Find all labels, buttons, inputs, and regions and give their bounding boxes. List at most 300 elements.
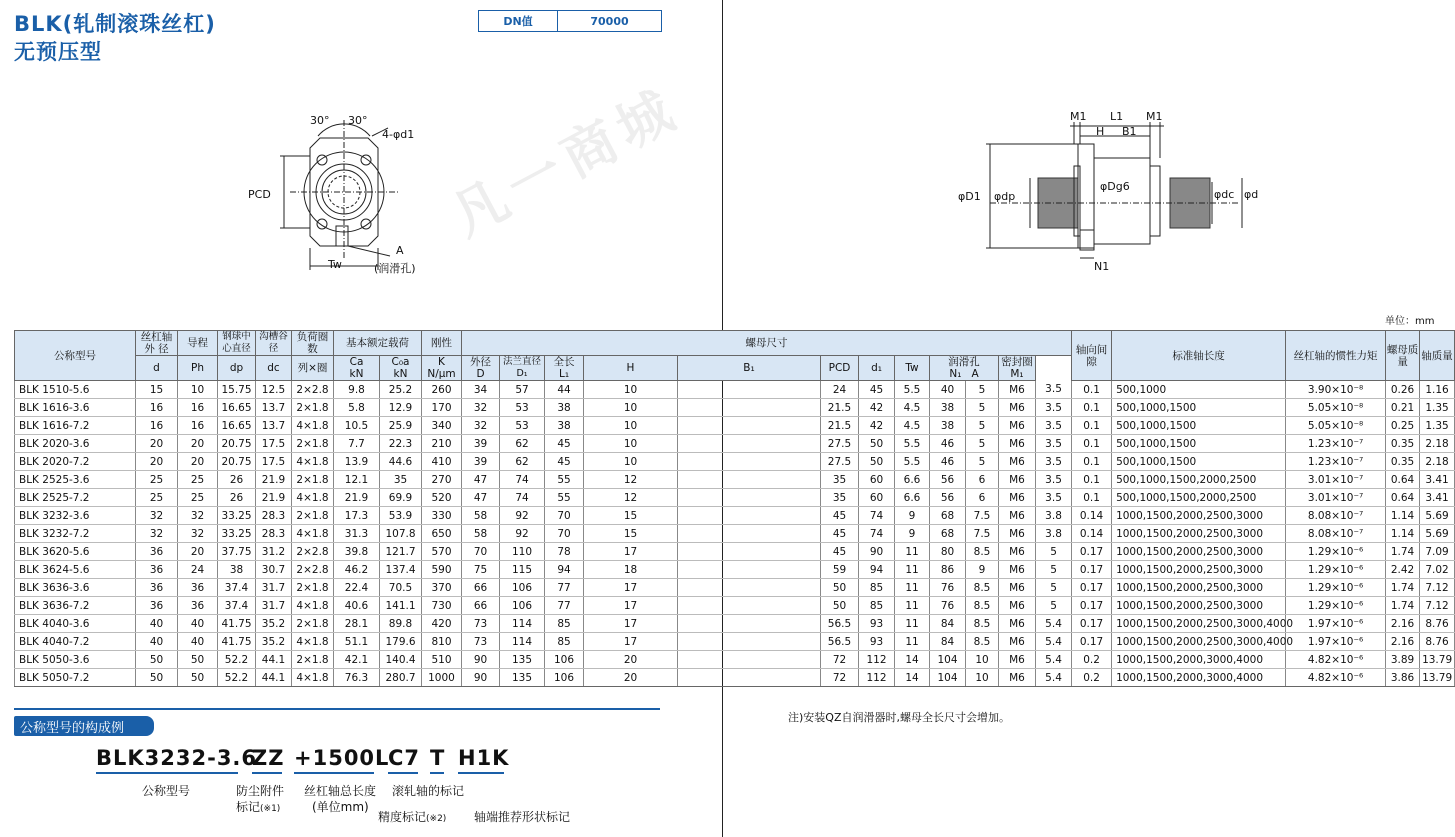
cell-PCD: 85 xyxy=(859,579,895,597)
table-row xyxy=(15,435,1455,453)
th-od-label: 外径 xyxy=(470,356,491,368)
th-model: 公称型号 xyxy=(15,331,136,381)
cell-circ: 2×2.8 xyxy=(292,381,334,399)
caption-c7-text: 精度标记 xyxy=(378,810,427,824)
cell-inertia: 5.05×10⁻⁸ xyxy=(1286,399,1386,417)
th-lead: 导程 xyxy=(178,331,218,356)
cell-ca: 31.3 xyxy=(334,525,380,543)
cell-len: 500,1000,1500,2000,2500 xyxy=(1112,471,1286,489)
cell-dc: 13.7 xyxy=(256,399,292,417)
cell-sm: 7.02 xyxy=(1420,561,1455,579)
table-row xyxy=(15,579,1455,597)
cell-D1: 92 xyxy=(500,525,545,543)
cell-ph: 32 xyxy=(178,525,218,543)
cell-N1: 5 xyxy=(966,453,999,471)
cell-dp: 26 xyxy=(218,471,256,489)
cell-k: 210 xyxy=(422,435,462,453)
cell-Tw: 46 xyxy=(930,435,966,453)
cell-ca: 17.3 xyxy=(334,507,380,525)
cell-ph: 20 xyxy=(178,453,218,471)
table-row xyxy=(15,381,1455,399)
cell-ph: 16 xyxy=(178,417,218,435)
cell-M1: 5.4 xyxy=(1036,615,1072,633)
cell-gap: 0.17 xyxy=(1072,543,1112,561)
cell-gap: 0.1 xyxy=(1072,453,1112,471)
cell-N1: 5 xyxy=(966,399,999,417)
cell-nm: 1.74 xyxy=(1386,543,1420,561)
cell-Tw: 86 xyxy=(930,561,966,579)
code-length: +1500L xyxy=(294,746,390,770)
cell-A: M6 xyxy=(999,651,1036,669)
cell-nm: 1.14 xyxy=(1386,525,1420,543)
cell-gap: 0.2 xyxy=(1072,669,1112,687)
cell-M1: 5.4 xyxy=(1036,669,1072,687)
cell-gap: 0.1 xyxy=(1072,399,1112,417)
cell-dc: 12.5 xyxy=(256,381,292,399)
cell-ca: 42.1 xyxy=(334,651,380,669)
th-circuit-sub: 列×圈 xyxy=(292,356,334,381)
cell-nm: 0.26 xyxy=(1386,381,1420,399)
cell-sm: 8.76 xyxy=(1420,633,1455,651)
th-d-sym: d xyxy=(136,356,178,381)
cell-inertia: 4.82×10⁻⁶ xyxy=(1286,669,1386,687)
cell-coa: 137.4 xyxy=(380,561,422,579)
cell-N1: 5 xyxy=(966,417,999,435)
cell-H: 10 xyxy=(584,435,678,453)
cell-D: 75 xyxy=(462,561,500,579)
cell-H: 20 xyxy=(584,651,678,669)
cell-Tw: 80 xyxy=(930,543,966,561)
cell-PCD: 42 xyxy=(859,399,895,417)
table-row xyxy=(15,561,1455,579)
cell-D1: 74 xyxy=(500,471,545,489)
table-row xyxy=(15,507,1455,525)
cell-B1: 72 xyxy=(821,669,859,687)
cell-inertia: 1.29×10⁻⁶ xyxy=(1286,561,1386,579)
cell-dp: 33.25 xyxy=(218,525,256,543)
cell-PCD: 60 xyxy=(859,471,895,489)
cell-gap: 0.17 xyxy=(1072,579,1112,597)
cell-D1: 57 xyxy=(500,381,545,399)
th-od-sym: D xyxy=(476,368,485,380)
cell-N1: 6 xyxy=(966,489,999,507)
cell-gap: 0.1 xyxy=(1072,381,1112,399)
cell-ca: 9.8 xyxy=(334,381,380,399)
cell-dp: 15.75 xyxy=(218,381,256,399)
cell-spacer xyxy=(678,561,821,579)
cell-inertia: 5.05×10⁻⁸ xyxy=(1286,417,1386,435)
cell-nm: 2.16 xyxy=(1386,615,1420,633)
cell-sm: 2.18 xyxy=(1420,435,1455,453)
cell-len: 500,1000,1500 xyxy=(1112,435,1286,453)
cell-nm: 0.64 xyxy=(1386,471,1420,489)
cell-Tw: 84 xyxy=(930,615,966,633)
cell-dc: 28.3 xyxy=(256,525,292,543)
dp-label: φdp xyxy=(994,190,1016,203)
th-flange-label: 法兰直径 xyxy=(502,356,541,367)
cell-H: 10 xyxy=(584,381,678,399)
n1-label: N1 xyxy=(1094,260,1110,273)
cell-d1: 11 xyxy=(895,561,930,579)
cell-inertia: 4.82×10⁻⁶ xyxy=(1286,651,1386,669)
angle-label-left: 30° xyxy=(310,114,330,127)
specs-table xyxy=(14,330,1455,687)
cell-Tw: 56 xyxy=(930,489,966,507)
nut-side-view-drawing xyxy=(950,108,1270,278)
cell-nm: 3.89 xyxy=(1386,651,1420,669)
cell-ca: 46.2 xyxy=(334,561,380,579)
th-k xyxy=(422,356,462,381)
table-row xyxy=(15,399,1455,417)
cell-D: 32 xyxy=(462,399,500,417)
cell-dp: 37.4 xyxy=(218,597,256,615)
cell-sm: 7.12 xyxy=(1420,579,1455,597)
watermark: 凡一商城 xyxy=(441,76,691,249)
cell-k: 260 xyxy=(422,381,462,399)
cell-dp: 37.4 xyxy=(218,579,256,597)
table-row xyxy=(15,471,1455,489)
cell-d: 36 xyxy=(136,561,178,579)
cell-dp: 20.75 xyxy=(218,453,256,471)
cell-coa: 140.4 xyxy=(380,651,422,669)
cell-d: 20 xyxy=(136,435,178,453)
caption-t: 滚轧轴的标记 xyxy=(392,784,465,798)
cell-Tw: 68 xyxy=(930,507,966,525)
underline-t xyxy=(430,772,444,774)
th-lube-label: 润滑孔 xyxy=(948,356,980,368)
cell-H: 15 xyxy=(584,525,678,543)
cell-model: BLK 1616-7.2 xyxy=(15,417,136,435)
cell-spacer xyxy=(678,669,821,687)
cell-A: M6 xyxy=(999,633,1036,651)
cell-model: BLK 2020-7.2 xyxy=(15,453,136,471)
underline-zz xyxy=(252,772,282,774)
cell-D1: 62 xyxy=(500,435,545,453)
cell-circ: 4×1.8 xyxy=(292,489,334,507)
cell-ca: 10.5 xyxy=(334,417,380,435)
l1-label: L1 xyxy=(1110,110,1124,123)
th-length-label: 全长 xyxy=(553,356,575,368)
cell-d1: 9 xyxy=(895,525,930,543)
cell-nm: 0.64 xyxy=(1386,489,1420,507)
cell-A: M6 xyxy=(999,435,1036,453)
d-label: φd xyxy=(1244,188,1259,201)
cell-B1: 50 xyxy=(821,597,859,615)
cell-Tw: 76 xyxy=(930,597,966,615)
cell-L1: 106 xyxy=(545,651,584,669)
cell-ca: 13.9 xyxy=(334,453,380,471)
cell-spacer xyxy=(678,471,821,489)
th-seal xyxy=(999,356,1036,381)
cell-d: 32 xyxy=(136,507,178,525)
cell-dc: 21.9 xyxy=(256,471,292,489)
th-m1: M₁ xyxy=(1010,368,1024,380)
cell-spacer xyxy=(678,417,821,435)
cell-d: 15 xyxy=(136,381,178,399)
cell-len: 1000,1500,2000,2500,3000 xyxy=(1112,561,1286,579)
cell-model: BLK 4040-3.6 xyxy=(15,615,136,633)
cell-D1: 106 xyxy=(500,597,545,615)
cell-B1: 24 xyxy=(821,381,859,399)
cell-H: 10 xyxy=(584,417,678,435)
cell-N1: 7.5 xyxy=(966,525,999,543)
caption-model: 公称型号 xyxy=(142,784,191,798)
caption-length-2: (单位mm) xyxy=(312,800,369,814)
cell-gap: 0.17 xyxy=(1072,633,1112,651)
cell-ca: 76.3 xyxy=(334,669,380,687)
cell-PCD: 60 xyxy=(859,489,895,507)
angle-label-right: 30° xyxy=(348,114,368,127)
cell-coa: 179.6 xyxy=(380,633,422,651)
cell-model: BLK 3232-3.6 xyxy=(15,507,136,525)
cell-inertia: 8.08×10⁻⁷ xyxy=(1286,507,1386,525)
m1-left-label: M1 xyxy=(1070,110,1087,123)
cell-D: 39 xyxy=(462,435,500,453)
cell-nm: 0.25 xyxy=(1386,417,1420,435)
cell-len: 1000,1500,2000,3000,4000 xyxy=(1112,651,1286,669)
cell-dc: 31.7 xyxy=(256,579,292,597)
cell-A: M6 xyxy=(999,543,1036,561)
cell-B1: 45 xyxy=(821,543,859,561)
cell-circ: 2×1.8 xyxy=(292,615,334,633)
cell-dc: 44.1 xyxy=(256,669,292,687)
cell-d1: 11 xyxy=(895,633,930,651)
cell-B1: 27.5 xyxy=(821,435,859,453)
th-dc-sym: dc xyxy=(256,356,292,381)
cell-ph: 32 xyxy=(178,507,218,525)
cell-PCD: 112 xyxy=(859,651,895,669)
cell-D: 47 xyxy=(462,471,500,489)
cell-gap: 0.14 xyxy=(1072,525,1112,543)
cell-dp: 37.75 xyxy=(218,543,256,561)
cell-coa: 35 xyxy=(380,471,422,489)
cell-coa: 53.9 xyxy=(380,507,422,525)
cell-spacer xyxy=(678,651,821,669)
cell-D1: 53 xyxy=(500,399,545,417)
cell-nm: 0.35 xyxy=(1386,435,1420,453)
cell-circ: 4×1.8 xyxy=(292,417,334,435)
th-flange xyxy=(500,356,545,381)
th-seal-label: 密封圈 xyxy=(1001,356,1033,368)
cell-k: 420 xyxy=(422,615,462,633)
cell-d: 40 xyxy=(136,615,178,633)
cell-Tw: 104 xyxy=(930,651,966,669)
cell-D: 58 xyxy=(462,525,500,543)
cell-len: 1000,1500,2000,2500,3000,4000 xyxy=(1112,615,1286,633)
cell-N1: 8.5 xyxy=(966,615,999,633)
cell-circ: 4×1.8 xyxy=(292,597,334,615)
cell-len: 1000,1500,2000,2500,3000 xyxy=(1112,579,1286,597)
cell-ph: 16 xyxy=(178,399,218,417)
cell-D: 73 xyxy=(462,633,500,651)
cell-N1: 5 xyxy=(966,435,999,453)
cell-PCD: 45 xyxy=(859,381,895,399)
cell-H: 20 xyxy=(584,669,678,687)
cell-N1: 8.5 xyxy=(966,543,999,561)
cell-D1: 92 xyxy=(500,507,545,525)
cell-d: 16 xyxy=(136,417,178,435)
cell-ca: 28.1 xyxy=(334,615,380,633)
dc-label: φdc xyxy=(1214,188,1235,201)
flange-front-view-drawing xyxy=(240,108,440,278)
cell-D: 90 xyxy=(462,669,500,687)
cell-model: BLK 4040-7.2 xyxy=(15,633,136,651)
th-ca-sym: Ca xyxy=(349,356,364,368)
cell-ca: 51.1 xyxy=(334,633,380,651)
cell-D: 34 xyxy=(462,381,500,399)
cell-sm: 8.76 xyxy=(1420,615,1455,633)
cell-PCD: 74 xyxy=(859,507,895,525)
code-h1k: H1K xyxy=(458,746,510,770)
cell-len: 500,1000,1500,2000,2500 xyxy=(1112,489,1286,507)
cell-d: 16 xyxy=(136,399,178,417)
table-row xyxy=(15,597,1455,615)
th-shaft-mass: 轴质量 xyxy=(1420,331,1455,381)
cell-B1: 72 xyxy=(821,651,859,669)
th-nut-dims: 螺母尺寸 xyxy=(462,331,1072,356)
dn-value-box xyxy=(478,10,662,32)
cell-M1: 3.5 xyxy=(1036,453,1072,471)
cell-nm: 1.14 xyxy=(1386,507,1420,525)
cell-dp: 52.2 xyxy=(218,651,256,669)
cell-coa: 22.3 xyxy=(380,435,422,453)
cell-d1: 6.6 xyxy=(895,489,930,507)
cell-sm: 13.79 xyxy=(1420,669,1455,687)
underline-length xyxy=(294,772,374,774)
th-coa-unit: kN xyxy=(393,368,408,380)
cell-ca: 12.1 xyxy=(334,471,380,489)
cell-ca: 39.8 xyxy=(334,543,380,561)
tw-label: Tw xyxy=(328,258,342,271)
cell-M1: 3.8 xyxy=(1036,507,1072,525)
cell-spacer xyxy=(678,381,821,399)
cell-dp: 26 xyxy=(218,489,256,507)
cell-Tw: 104 xyxy=(930,669,966,687)
cell-k: 650 xyxy=(422,525,462,543)
caption-length-1: 丝杠轴总长度 xyxy=(304,784,377,798)
cell-Tw: 68 xyxy=(930,525,966,543)
cell-nm: 2.42 xyxy=(1386,561,1420,579)
cell-circ: 2×1.8 xyxy=(292,507,334,525)
th-std-len: 标准轴长度 xyxy=(1112,331,1286,381)
th-h: H xyxy=(584,356,678,381)
th-rigidity: 刚性 xyxy=(422,331,462,356)
cell-inertia: 1.29×10⁻⁶ xyxy=(1286,543,1386,561)
cell-PCD: 85 xyxy=(859,597,895,615)
cell-N1: 9 xyxy=(966,561,999,579)
cell-Tw: 46 xyxy=(930,453,966,471)
cell-k: 370 xyxy=(422,579,462,597)
th-shaft-od: 丝杠轴外 径 xyxy=(136,331,178,356)
cell-model: BLK 3232-7.2 xyxy=(15,525,136,543)
cell-A: M6 xyxy=(999,597,1036,615)
cell-B1: 35 xyxy=(821,471,859,489)
cell-nm: 3.86 xyxy=(1386,669,1420,687)
cell-model: BLK 3620-5.6 xyxy=(15,543,136,561)
cell-D: 70 xyxy=(462,543,500,561)
cell-gap: 0.2 xyxy=(1072,651,1112,669)
cell-D1: 114 xyxy=(500,633,545,651)
cell-ph: 25 xyxy=(178,489,218,507)
th-nut-mass: 螺母质量 xyxy=(1386,331,1420,381)
cell-L1: 78 xyxy=(545,543,584,561)
cell-dc: 44.1 xyxy=(256,651,292,669)
cell-M1: 5.4 xyxy=(1036,651,1072,669)
cell-B1: 56.5 xyxy=(821,633,859,651)
cell-L1: 70 xyxy=(545,525,584,543)
cell-N1: 8.5 xyxy=(966,633,999,651)
cell-k: 590 xyxy=(422,561,462,579)
cell-H: 15 xyxy=(584,507,678,525)
cell-H: 12 xyxy=(584,471,678,489)
cell-L1: 55 xyxy=(545,489,584,507)
cell-dp: 16.65 xyxy=(218,417,256,435)
th-coa xyxy=(380,356,422,381)
cell-inertia: 1.23×10⁻⁷ xyxy=(1286,453,1386,471)
cell-len: 500,1000,1500 xyxy=(1112,417,1286,435)
cell-circ: 2×1.8 xyxy=(292,651,334,669)
cell-len: 500,1000 xyxy=(1112,381,1286,399)
cell-gap: 0.1 xyxy=(1072,471,1112,489)
cell-gap: 0.17 xyxy=(1072,561,1112,579)
cell-circ: 4×1.8 xyxy=(292,453,334,471)
cell-D1: 62 xyxy=(500,453,545,471)
cell-inertia: 8.08×10⁻⁷ xyxy=(1286,525,1386,543)
cell-coa: 44.6 xyxy=(380,453,422,471)
cell-PCD: 42 xyxy=(859,417,895,435)
cell-N1: 7.5 xyxy=(966,507,999,525)
cell-d: 25 xyxy=(136,489,178,507)
cell-L1: 45 xyxy=(545,435,584,453)
cell-k: 570 xyxy=(422,543,462,561)
cell-dc: 35.2 xyxy=(256,633,292,651)
cell-H: 10 xyxy=(584,399,678,417)
cell-L1: 45 xyxy=(545,453,584,471)
cell-coa: 70.5 xyxy=(380,579,422,597)
cell-len: 1000,1500,2000,2500,3000 xyxy=(1112,525,1286,543)
cell-N1: 5 xyxy=(966,381,999,399)
cell-len: 1000,1500,2000,2500,3000 xyxy=(1112,597,1286,615)
cell-M1: 5 xyxy=(1036,543,1072,561)
cell-M1: 5 xyxy=(1036,597,1072,615)
table-row xyxy=(15,417,1455,435)
cell-ca: 40.6 xyxy=(334,597,380,615)
cell-coa: 280.7 xyxy=(380,669,422,687)
cell-d: 25 xyxy=(136,471,178,489)
cell-circ: 2×1.8 xyxy=(292,471,334,489)
cell-dp: 38 xyxy=(218,561,256,579)
cell-model: BLK 2525-7.2 xyxy=(15,489,136,507)
cell-ca: 7.7 xyxy=(334,435,380,453)
cell-D: 39 xyxy=(462,453,500,471)
table-row xyxy=(15,489,1455,507)
cell-D: 90 xyxy=(462,651,500,669)
cell-gap: 0.1 xyxy=(1072,435,1112,453)
cell-Tw: 84 xyxy=(930,633,966,651)
cell-spacer xyxy=(678,507,821,525)
cell-sm: 1.35 xyxy=(1420,399,1455,417)
cell-k: 1000 xyxy=(422,669,462,687)
cell-A: M6 xyxy=(999,381,1036,399)
caption-zz-2 xyxy=(236,798,280,815)
cell-d1: 5.5 xyxy=(895,453,930,471)
cell-H: 10 xyxy=(584,453,678,471)
cell-len: 1000,1500,2000,2500,3000 xyxy=(1112,543,1286,561)
cell-A: M6 xyxy=(999,489,1036,507)
cell-d: 40 xyxy=(136,633,178,651)
cell-circ: 2×2.8 xyxy=(292,561,334,579)
cell-sm: 5.69 xyxy=(1420,507,1455,525)
